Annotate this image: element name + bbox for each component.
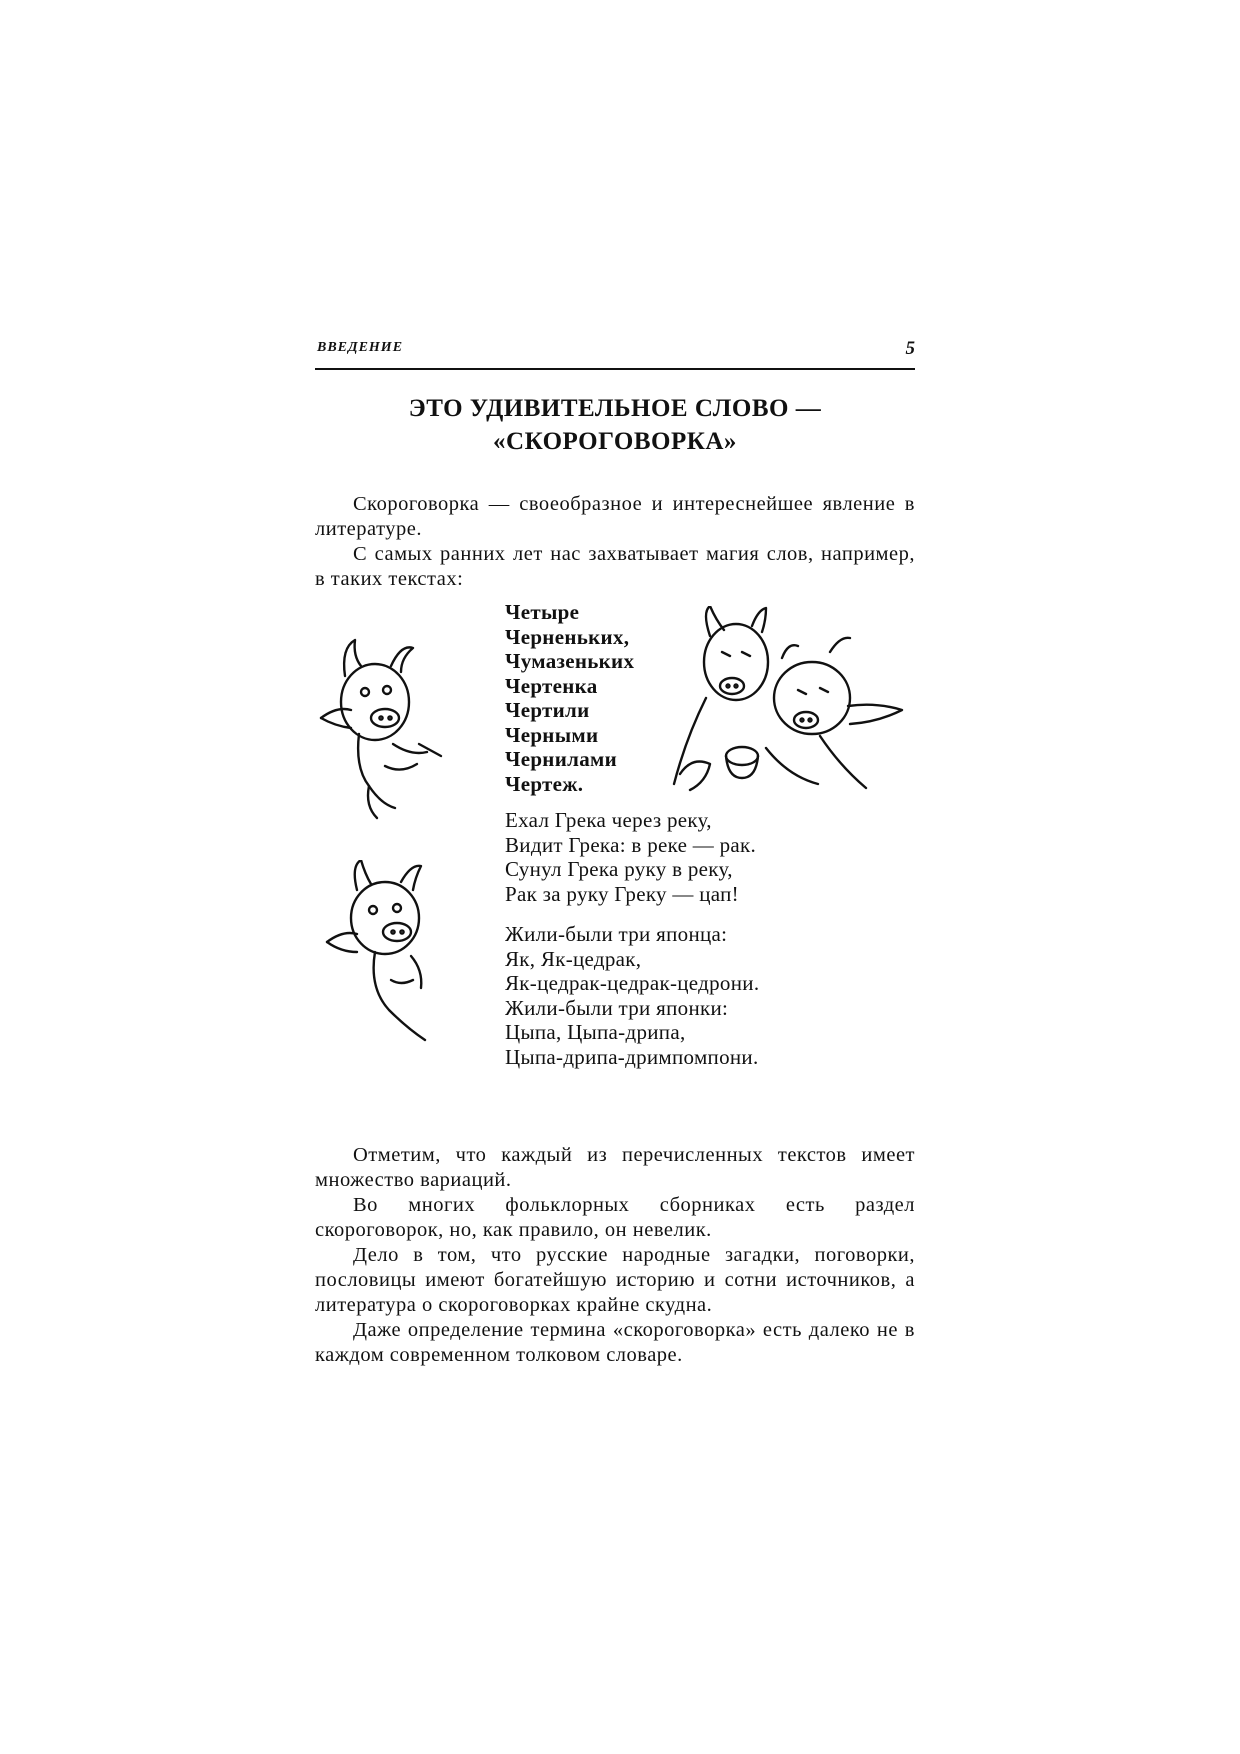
verse-line: Черными: [505, 722, 599, 747]
two-imps-inkpot-illustration: [670, 606, 910, 806]
verse-line: Цыпа, Цыпа-дрипа,: [505, 1020, 686, 1044]
verse-line: Чертили: [505, 698, 590, 722]
chapter-title-line-2: «СКОРОГОВОРКА»: [493, 428, 737, 455]
chapter-title-line-1: ЭТО УДИВИТЕЛЬНОЕ СЛОВО —: [408, 395, 822, 422]
imp-with-pen-illustration: [315, 636, 450, 821]
body-paragraph: Отметим, что каждый из перечисленных текстов имеет множество вариаций.: [315, 1144, 915, 1191]
page-number: 5: [905, 338, 915, 359]
imp-peeking-illustration: [325, 860, 455, 1045]
verse-line: Жили-были три японца:: [505, 922, 728, 946]
verse-line: Черненьких,: [505, 624, 630, 649]
tongue-twister-verse: [505, 600, 634, 796]
intro-paragraph: Скороговорка — своеобразное и интереснейшее явление в литературе.: [315, 493, 915, 540]
verse-line: Цыпа-дрипа-дримпомпони.: [505, 1044, 759, 1069]
verse-area: [315, 600, 915, 1125]
tongue-twister-verse: [505, 808, 756, 906]
verse-line: Жили-были три японки:: [505, 995, 729, 1020]
running-header: [315, 338, 915, 370]
book-page: [315, 338, 915, 1368]
verse-line: Чернилами: [505, 747, 617, 771]
verse-line: Видит Грека: в реке — рак.: [505, 832, 757, 857]
verse-line: Сунул Грека руку в реку,: [505, 857, 733, 881]
body-paragraph: Даже определение термина «скороговорка» есть далеко не в каждом современном толковом словаре.: [315, 1319, 915, 1366]
verse-line: Чумазеньких: [505, 649, 635, 673]
intro-paragraph: С самых ранних лет нас захватывает магия слов, например, в таких текстах:: [315, 543, 915, 590]
tongue-twister-verse: [505, 922, 759, 1069]
body-paragraph: Во многих фольклорных сборниках есть раздел скороговорок, но, как правило, он невелик.: [315, 1194, 915, 1241]
body-paragraph: Дело в том, что русские народные загадки, поговорки, пословицы имеют богатейшую историю и сотни источников, а литература о скороговорках крайне скудна.: [315, 1244, 915, 1316]
verse-line: Четыре: [505, 600, 580, 624]
running-title: ВВЕДЕНИЕ: [317, 340, 404, 355]
verse-line: Як, Як-цедрак,: [505, 946, 642, 971]
verse-line: Як-цедрак-цедрак-цедрони.: [505, 971, 760, 995]
intro-text: [315, 492, 915, 592]
chapter-title: [315, 392, 915, 458]
closing-text: [315, 1143, 915, 1368]
verse-line: Рак за руку Греку — цап!: [505, 881, 739, 906]
verse-line: Чертенка: [505, 673, 598, 698]
verse-line: Чертеж.: [505, 771, 584, 796]
verse-line: Ехал Грека через реку,: [505, 808, 712, 832]
